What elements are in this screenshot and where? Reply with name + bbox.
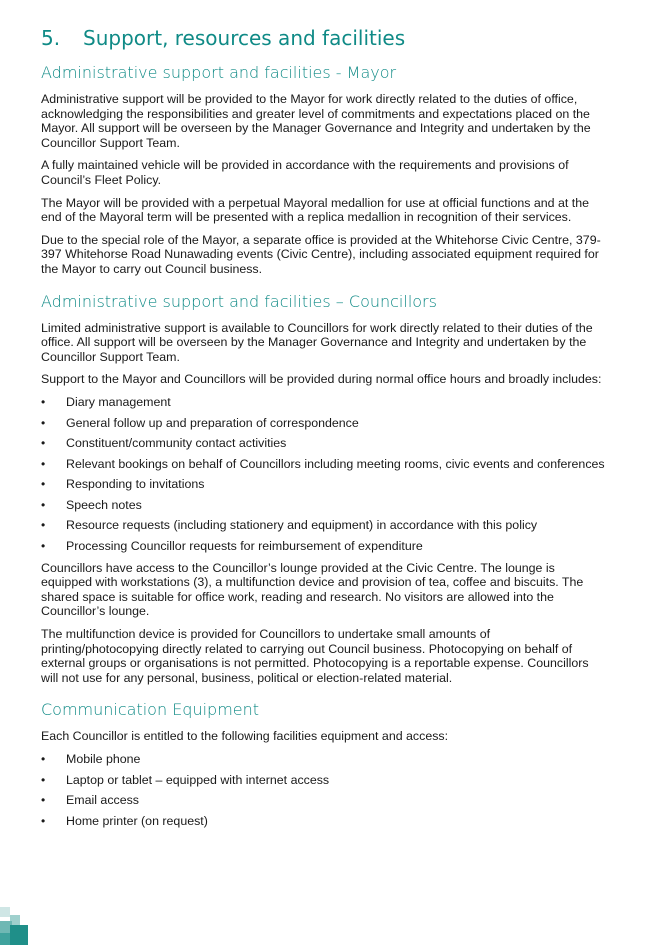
councillors-paragraph: Limited administrative support is available to Councillors for work directly related to their duties of the office. All support will be overseen by the Manager Governance and Integrity and undertaken by the Councillor Support Team. [41, 320, 593, 364]
list-item [41, 457, 607, 472]
communication-equipment-list [41, 752, 607, 828]
mayor-paragraph: The Mayor will be provided with a perpetual Mayoral medallion for use at official functions and at the end of the Mayoral term will be presented with a replica medallion in recognition of their services. [41, 195, 590, 225]
communication-paragraph: Each Councillor is entitled to the following facilities equipment and access: [41, 729, 449, 744]
list-item [41, 773, 607, 788]
list-item-text: Home printer (on request) [66, 813, 208, 828]
bullet-icon: • [41, 793, 46, 808]
list-item-text: Constituent/community contact activities [66, 436, 287, 451]
section-heading [41, 24, 607, 52]
bullet-icon: • [41, 436, 46, 451]
bullet-icon: • [41, 477, 46, 492]
list-item-text: Responding to invitations [66, 477, 205, 492]
list-item-text: Mobile phone [66, 752, 141, 766]
list-item-text: Email access [66, 793, 139, 808]
list-item-text: Diary management [66, 394, 171, 409]
section-number: 5. [41, 26, 61, 50]
bullet-icon: • [41, 813, 46, 828]
list-item [41, 752, 607, 767]
bullet-icon: • [41, 518, 46, 533]
bullet-icon: • [41, 539, 46, 554]
mayor-paragraph: Administrative support will be provided to the Mayor for work directly related to the duties of office, acknowledging the responsibilities and greater level of commitments and expectations placed on the Mayor. All support will be overseen by the Manager Governance and Integrity and undertaken by the Councillor Support Team. [41, 92, 591, 150]
list-item [41, 477, 607, 492]
councillors-paragraph: Support to the Mayor and Councillors will be provided during normal office hours and broadly includes: [41, 372, 602, 387]
bullet-icon: • [41, 415, 46, 430]
councillors-paragraph: Councillors have access to the Councillor’s lounge provided at the Civic Centre. The lounge is equipped with workstations (3), a multifunction device and provision of tea, coffee and biscuits. The shared space is suitable for office work, reading and research. No visitors are allowed into the Councillor’s lounge. [41, 560, 584, 619]
list-item-text: Processing Councillor requests for reimbursement of expenditure [66, 539, 423, 554]
list-item [41, 436, 607, 451]
list-item [41, 814, 607, 829]
mayor-paragraph: Due to the special role of the Mayor, a separate office is provided at the Whitehorse Civic Centre, 379-397 Whitehorse Road Nunawading events (Civic Centre), including associated equipment required for the Mayor to carry out Council business. [41, 232, 601, 276]
communication-heading: Communication Equipment [41, 700, 260, 720]
councillors-heading: Administrative support and facilities – Councillors [41, 291, 437, 311]
list-item [41, 416, 607, 431]
list-item [41, 539, 607, 554]
bullet-icon: • [41, 497, 46, 512]
document-page [41, 24, 607, 835]
list-item-text: Relevant bookings on behalf of Councillors including meeting rooms, civic events and conferences [66, 456, 605, 471]
list-item [41, 395, 607, 410]
bullet-icon: • [41, 394, 46, 409]
councillors-support-list [41, 395, 607, 554]
mayor-heading: Administrative support and facilities - Mayor [41, 63, 397, 82]
corner-decoration [0, 907, 30, 945]
bullet-icon: • [41, 456, 46, 471]
section-title: Support, resources and facilities [83, 26, 406, 50]
list-item [41, 793, 607, 808]
list-item-text: Resource requests (including stationery and equipment) in accordance with this policy [66, 518, 538, 533]
list-item [41, 498, 607, 513]
bullet-icon: • [41, 772, 46, 787]
list-item-text: Laptop or tablet – equipped with internet access [66, 772, 330, 787]
list-item-text: Speech notes [66, 497, 142, 512]
list-item [41, 518, 607, 533]
list-item-text: General follow up and preparation of correspondence [66, 415, 359, 430]
mayor-paragraph: A fully maintained vehicle will be provided in accordance with the requirements and provisions of Council’s Fleet Policy. [41, 158, 569, 187]
bullet-icon: • [41, 752, 46, 766]
councillors-paragraph: The multifunction device is provided for Councillors to undertake small amounts of printing/photocopying directly related to carrying out Council business. Photocopying on behalf of external groups or organisations is not permitted. Photocopying is a reportable expense. Councillors will not use for any personal, business, political or election-related material. [41, 627, 589, 685]
